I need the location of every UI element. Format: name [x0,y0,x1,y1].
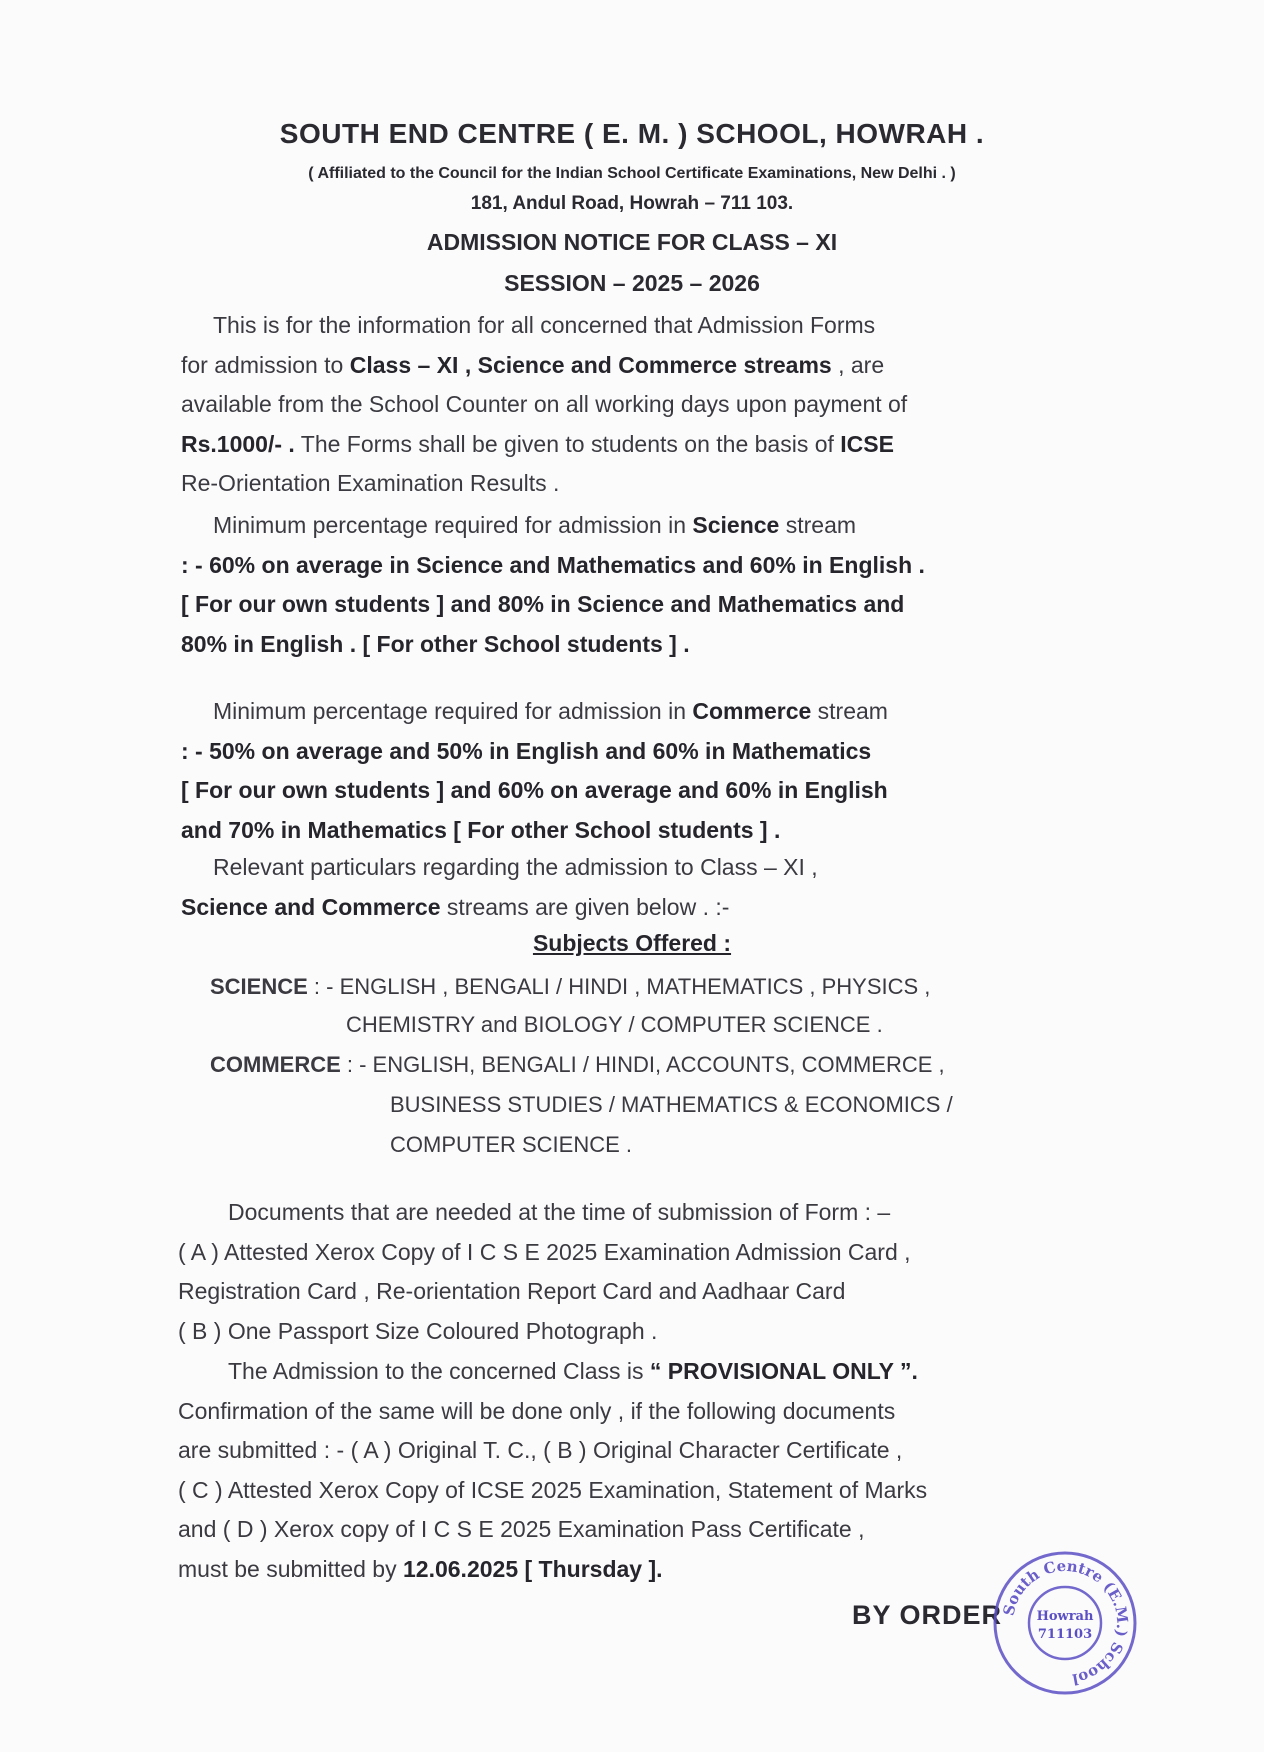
text-line: 80% in English . [ For other School students ] . [181,630,690,657]
seal-center-pin: 711103 [1037,1627,1093,1642]
text-line [178,1352,1028,1392]
bold-span: Class – XI , Science and Commerce streams [349,351,832,378]
commerce-subjects-line [210,1046,945,1084]
text-line: and ( D ) Xerox copy of I C S E 2025 Examination Pass Certificate , [178,1516,865,1542]
text-line [181,692,1021,732]
text-line: : - 50% on average and 50% in English and 60% in Mathematics [181,737,872,764]
text-line: [ For our own students ] and 60% on average and 60% in English [181,777,888,803]
provisional-admission-paragraph [178,1352,1028,1589]
school-title: SOUTH END CENTRE ( E. M. ) SCHOOL, HOWRAH . [279,118,985,149]
commerce-subjects-line: COMPUTER SCIENCE . [390,1132,633,1157]
text-span: Minimum percentage required for admission in [213,698,693,724]
text-line: Relevant particulars regarding the admission to Class – XI , [213,854,818,880]
school-seal-stamp [990,1548,1140,1698]
commerce-subjects-line: BUSINESS STUDIES / MATHEMATICS & ECONOMICS / [390,1092,953,1117]
bold-span: ICSE [840,430,894,457]
text-line [181,888,1021,928]
text-span: streams are given below . :- [440,893,730,920]
commerce-label: COMMERCE [210,1052,341,1077]
bold-span: Science and Commerce [181,893,441,920]
text-line: Re-Orientation Examination Results . [181,470,560,496]
text-line: ( B ) One Passport Size Coloured Photograph . [178,1317,658,1344]
text-line [181,425,1021,465]
bold-span: Science [692,512,780,538]
text-span: stream [779,512,857,538]
text-line [181,346,1021,386]
text-line: available from the School Counter on all working days upon payment of [181,391,908,417]
text-span: The Admission to the concerned Class is [228,1358,650,1384]
bold-span: Commerce [692,698,812,724]
forms-availability-paragraph [181,306,1021,504]
notice-heading: ADMISSION NOTICE FOR CLASS – XI [426,229,838,255]
documents-paragraph [178,1193,1028,1351]
text-line: and 70% in Mathematics [ For other School students ] . [181,816,781,843]
science-label: SCIENCE [210,974,308,999]
text-span: stream [811,698,888,724]
text-line: : - 60% on average in Science and Mathematics and 60% in English . [181,551,925,578]
text-line: ( A ) Attested Xerox Copy of I C S E 2025 Examination Admission Card , [178,1238,911,1265]
text-line [181,506,1021,546]
text-span: Minimum percentage required for admission in [213,512,693,538]
text-line: [ For our own students ] and 80% in Science and Mathematics and [181,591,905,617]
submission-deadline: 12.06.2025 [ Thursday ]. [403,1555,663,1582]
commerce-criteria-paragraph [181,692,1021,850]
form-fee: Rs.1000/- . [181,430,295,457]
session-heading: SESSION – 2025 – 2026 [504,270,760,296]
text-line [178,1550,1028,1590]
science-subjects-line [210,968,930,1006]
seal-center-city: Howrah [1036,1609,1094,1624]
text-line: Documents that are needed at the time of submission of Form : – [228,1199,891,1225]
text-line: Registration Card , Re-orientation Report Card and Aadhaar Card [178,1278,846,1304]
text-span: : - ENGLISH, BENGALI / HINDI, ACCOUNTS, COMMERCE , [340,1052,945,1077]
science-subjects-line: CHEMISTRY and BIOLOGY / COMPUTER SCIENCE . [346,1012,883,1037]
subjects-heading: Subjects Offered : [532,930,732,956]
particulars-paragraph [181,848,1021,927]
seal-ring-text: South Centre (E.M.) School [999,1556,1132,1689]
affiliation-line: ( Affiliated to the Council for the Indian School Certificate Examinations, New Delhi . ) [308,165,956,182]
text-line: are submitted : - ( A ) Original T. C., ( B ) Original Character Certificate , [178,1437,903,1463]
text-line: Confirmation of the same will be done only , if the following documents [178,1397,896,1424]
text-line: This is for the information for all concerned that Admission Forms [213,312,876,338]
science-criteria-paragraph [181,506,1021,664]
text-span: must be submitted by [178,1555,403,1582]
text-span: The Forms shall be given to students on the basis of [294,430,841,457]
text-line: ( C ) Attested Xerox Copy of ICSE 2025 Examination, Statement of Marks [178,1476,928,1503]
text-span: , are [831,351,885,378]
bold-span: “ PROVISIONAL ONLY ”. [649,1358,918,1384]
text-span: for admission to [181,351,350,378]
school-address: 181, Andul Road, Howrah – 711 103. [470,193,794,214]
text-span: : - ENGLISH , BENGALI / HINDI , MATHEMATICS , PHYSICS , [307,974,931,999]
by-order-signature: BY ORDER [852,1600,1003,1630]
